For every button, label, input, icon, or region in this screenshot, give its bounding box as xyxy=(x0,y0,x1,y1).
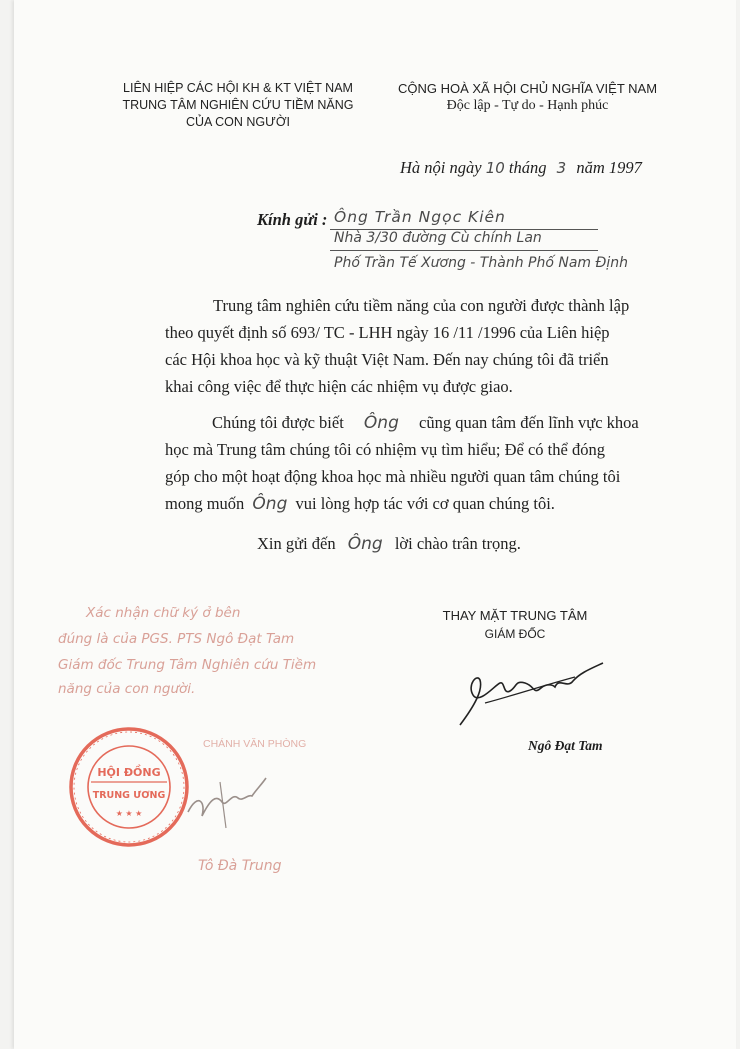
recipient-name: Ông Trần Ngọc Kiên xyxy=(334,208,506,226)
national-header xyxy=(395,80,660,114)
signature-title: THAY MẶT TRUNG TÂM xyxy=(442,608,588,623)
date-day: 10 xyxy=(485,159,505,177)
org-header xyxy=(108,80,368,131)
p2-rest xyxy=(165,436,667,518)
p1-line-3: các Hội khoa học và kỹ thuật Việt Nam. Đến nay chúng tôi đã triển xyxy=(165,350,609,369)
national-title: CỘNG HOÀ XÃ HỘI CHỦ NGHĨA VIỆT NAM xyxy=(397,81,658,96)
signature-block xyxy=(430,606,600,644)
seal-star: ★ ★ ★ xyxy=(115,809,143,818)
date-month-word: tháng xyxy=(508,158,547,177)
recipient-address-rule xyxy=(330,250,598,251)
org-line-3: CỦA CON NGƯỜI xyxy=(185,115,291,129)
seal-text-1: HỘI ĐỒNG xyxy=(97,766,161,779)
p2-line-4: mong muốn Ông vui lòng hợp tác với cơ quan chúng tôi. xyxy=(165,494,555,514)
closing-line: Xin gửi đến Ông lời chào trân trọng. xyxy=(257,534,521,554)
seal-text-2: TRUNG ƯƠNG xyxy=(92,790,166,801)
confirm-line-2: đúng là của PGS. PTS Ngô Đạt Tam xyxy=(58,631,295,647)
p2-line-2: học mà Trung tâm chúng tôi có nhiệm vụ tìm hiểu; Để có thể đóng xyxy=(165,440,605,459)
org-line-2: TRUNG TÂM NGHIÊN CỨU TIỀM NĂNG xyxy=(122,98,354,112)
official-seal xyxy=(66,724,192,850)
p2-line-1: Chúng tôi được biết Ông cũng quan tâm đến lĩnh vực khoa xyxy=(212,413,639,433)
p2-line-3: góp cho một hoạt động khoa học mà nhiều người quan tâm chúng tôi xyxy=(165,467,621,486)
date-month: 3 xyxy=(556,159,567,177)
confirm-line-1: Xác nhận chữ ký ở bên xyxy=(86,605,241,621)
signature-role: GIÁM ĐỐC xyxy=(484,627,546,641)
paragraph-1 xyxy=(210,292,665,319)
confirm-line-3: Giám đốc Trung Tâm Nghiên cứu Tiềm xyxy=(58,657,317,673)
date-prefix: Hà nội ngày xyxy=(400,158,486,177)
recipient-address-2: Phố Trần Tế Xương - Thành Phố Nam Định xyxy=(334,255,628,271)
director-signature xyxy=(455,655,610,735)
p1-rest xyxy=(165,319,665,400)
date-line xyxy=(400,158,642,178)
confirm-signer-name: Tô Đà Trung xyxy=(198,858,282,874)
confirm-signature xyxy=(180,772,270,832)
confirmation-note xyxy=(58,600,398,700)
org-line-1: LIÊN HIỆP CÁC HỘI KH & KT VIỆT NAM xyxy=(123,81,353,95)
recipient-label: Kính gửi : xyxy=(257,210,328,229)
national-motto: Độc lập - Tự do - Hạnh phúc xyxy=(446,98,609,113)
date-year: năm 1997 xyxy=(576,158,642,177)
office-label: CHÁNH VĂN PHÒNG xyxy=(203,738,307,750)
p1-line-4: khai công việc để thực hiện các nhiệm vụ được giao. xyxy=(165,377,513,396)
p1-line-2: theo quyết định số 693/ TC - LHH ngày 16 /11 /1996 của Liên hiệp xyxy=(165,323,610,342)
recipient-address-1: Nhà 3/30 đường Cù chính Lan xyxy=(334,230,542,246)
director-name: Ngô Đạt Tam xyxy=(528,738,603,753)
confirm-line-4: năng của con người. xyxy=(58,681,196,697)
p1-line-1: Trung tâm nghiên cứu tiềm năng của con người được thành lập xyxy=(213,296,630,315)
